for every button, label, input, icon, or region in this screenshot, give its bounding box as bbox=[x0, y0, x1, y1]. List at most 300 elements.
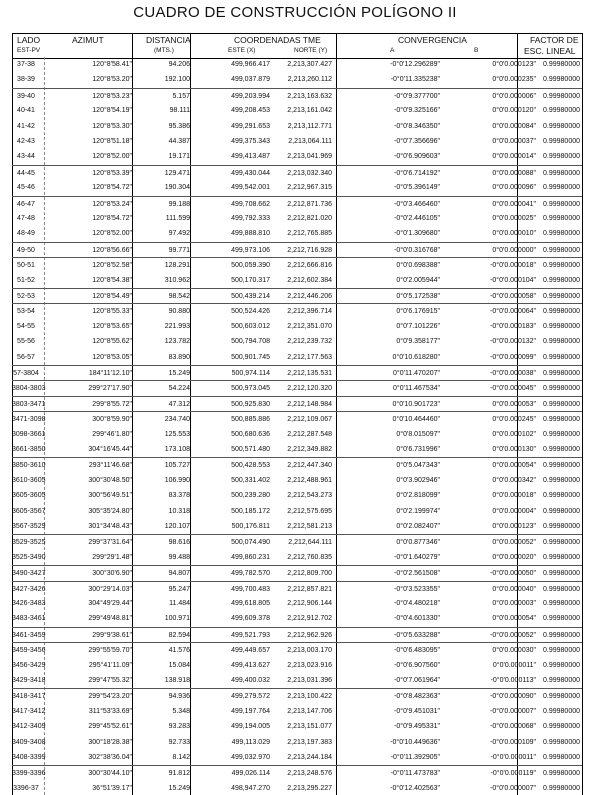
table-row bbox=[12, 735, 582, 749]
page-title: CUADRO DE CONSTRUCCIÓN POLÍGONO II bbox=[133, 4, 457, 21]
cell-convergencia-a: 0°0'10.464460" bbox=[392, 416, 440, 424]
cell-convergencia-a: -0°0'6.714192" bbox=[394, 169, 440, 177]
cell-lado: 3605-3567 bbox=[12, 507, 46, 515]
table-row bbox=[12, 257, 582, 272]
table-row bbox=[12, 103, 582, 117]
cell-norte: 2,213,003.170 bbox=[287, 647, 332, 655]
cell-distancia: 100.971 bbox=[164, 615, 190, 623]
table-row bbox=[12, 565, 582, 580]
cell-este: 499,037.879 bbox=[231, 76, 270, 84]
cell-convergencia-a: 0°0'0.698388" bbox=[396, 262, 440, 270]
cell-distancia: 94.807 bbox=[168, 570, 190, 578]
cell-convergencia-a: -0°0'3.466460" bbox=[394, 200, 440, 208]
cell-este: 500,170.317 bbox=[231, 276, 270, 284]
cell-convergencia-a: 0°0'5.172538" bbox=[396, 293, 440, 300]
cell-norte: 2,213,023.916 bbox=[287, 661, 332, 669]
table-row bbox=[12, 519, 582, 533]
cell-convergencia-b: 0°0'0.000054" bbox=[492, 462, 536, 470]
cell-convergencia-b: 0°0'0.000120" bbox=[492, 107, 536, 115]
table-row bbox=[12, 165, 582, 180]
cell-convergencia-b: 0°0'0.000018" bbox=[492, 492, 536, 500]
cell-este: 499,449.657 bbox=[231, 647, 270, 655]
cell-convergencia-a: 0°0'10.618280" bbox=[392, 353, 440, 361]
cell-lado: 38-39 bbox=[17, 76, 35, 84]
cell-este: 500,185.172 bbox=[231, 507, 270, 515]
cell-este: 499,026.114 bbox=[231, 770, 270, 778]
cell-distancia: 221.993 bbox=[164, 322, 190, 330]
cell-norte: 2,212,765.885 bbox=[287, 230, 332, 238]
cell-factor: 0.99980000 bbox=[543, 215, 580, 222]
cell-norte: 2,212,349.882 bbox=[287, 446, 332, 453]
cell-convergencia-a: -0°0'4.601330" bbox=[394, 615, 440, 623]
cell-norte: 2,212,602.384 bbox=[287, 276, 332, 284]
cell-azimut: 305°35'24.80" bbox=[88, 507, 132, 515]
cell-distancia: 15.249 bbox=[168, 370, 190, 377]
table-row bbox=[12, 627, 582, 642]
cell-norte: 2,212,962.926 bbox=[287, 631, 332, 639]
table-header bbox=[12, 33, 582, 59]
cell-convergencia-a: -0°0'11.392905" bbox=[390, 754, 440, 761]
cell-norte: 2,212,666.816 bbox=[287, 262, 332, 270]
cell-azimut: 302°38'36.04" bbox=[88, 754, 132, 761]
cell-este: 500,059.390 bbox=[231, 262, 270, 270]
cell-convergencia-a: 0°0'5.047343" bbox=[396, 462, 440, 470]
table-row bbox=[12, 673, 582, 687]
table-row bbox=[12, 719, 582, 733]
cell-lado: 3399-3396 bbox=[12, 770, 46, 778]
cell-azimut: 304°49'29.44" bbox=[88, 600, 132, 607]
cell-azimut: 184°11'12.10" bbox=[88, 370, 132, 377]
table-row bbox=[12, 581, 582, 596]
cell-convergencia-a: 0°0'6.176915" bbox=[396, 308, 440, 316]
table-row bbox=[12, 504, 582, 518]
cell-convergencia-b: 0°0'0.000025" bbox=[492, 215, 536, 222]
cell-distancia: 82.594 bbox=[168, 631, 190, 639]
cell-norte: 2,213,112.771 bbox=[287, 122, 332, 130]
cell-factor: 0.99980000 bbox=[543, 661, 580, 669]
table-row bbox=[12, 765, 582, 780]
cell-lado: 41-42 bbox=[17, 122, 35, 130]
cell-factor: 0.99980000 bbox=[543, 107, 580, 115]
table-row bbox=[12, 750, 582, 764]
cell-lado: 45-46 bbox=[17, 184, 35, 192]
table-row bbox=[12, 226, 582, 240]
cell-convergencia-b: 0°0'0.000020" bbox=[492, 553, 536, 561]
cell-norte: 2,213,064.111 bbox=[288, 138, 332, 145]
table-row bbox=[12, 550, 582, 564]
cell-este: 499,521.793 bbox=[231, 631, 270, 639]
cell-factor: 0.99980000 bbox=[543, 723, 580, 731]
cell-azimut: 300°18'28.38" bbox=[88, 738, 132, 746]
cell-factor: 0.99980000 bbox=[543, 523, 580, 530]
cell-convergencia-a: -0°0'3.523355" bbox=[394, 585, 440, 593]
cell-convergencia-b: -0°0'0.000045" bbox=[490, 385, 536, 393]
cell-azimut: 120°8'54.72" bbox=[92, 215, 132, 222]
cell-norte: 2,213,163.632 bbox=[287, 92, 332, 100]
cell-convergencia-b: 0°0'0.000102" bbox=[492, 430, 536, 438]
cell-norte: 2,212,543.273 bbox=[287, 492, 332, 500]
cell-distancia: 98.616 bbox=[168, 539, 190, 547]
cell-azimut: 120°8'52.00" bbox=[92, 153, 132, 161]
cell-azimut: 120°8'53.23" bbox=[92, 92, 132, 100]
cell-azimut: 299°47'55.32" bbox=[88, 677, 132, 684]
cell-distancia: 47.312 bbox=[168, 400, 190, 408]
cell-distancia: 92.733 bbox=[168, 738, 190, 746]
cell-factor: 0.99980000 bbox=[543, 539, 580, 547]
cell-convergencia-a: 0°0'11.467534" bbox=[393, 385, 440, 393]
cell-convergencia-b: -0°0'0.000038" bbox=[490, 370, 536, 377]
cell-distancia: 105.727 bbox=[164, 462, 190, 470]
table-row bbox=[12, 781, 582, 795]
cell-azimut: 299°49'48.81" bbox=[88, 615, 132, 623]
cell-lado: 42-43 bbox=[17, 138, 35, 145]
cell-convergencia-a: 0°0'2.199974" bbox=[396, 507, 440, 515]
cell-este: 499,400.032 bbox=[231, 677, 270, 684]
cell-este: 499,782.570 bbox=[231, 570, 270, 578]
cell-convergencia-b: 0°0'0.000037" bbox=[492, 138, 536, 145]
cell-azimut: 300°8'59.90" bbox=[92, 416, 132, 424]
cell-distancia: 310.962 bbox=[164, 276, 190, 284]
cell-factor: 0.99980000 bbox=[543, 570, 580, 578]
cell-convergencia-a: -0°0'11.473783" bbox=[390, 770, 440, 778]
cell-factor: 0.99980000 bbox=[543, 770, 580, 778]
cell-convergencia-a: -0°0'6.907560" bbox=[394, 661, 440, 669]
cell-este: 499,197.764 bbox=[231, 707, 270, 715]
cell-azimut: 299°45'52.61" bbox=[88, 723, 132, 731]
cell-convergencia-a: 0°0'2.818099" bbox=[396, 492, 440, 500]
cell-lado: 37-38 bbox=[17, 61, 35, 68]
cell-este: 499,032.970 bbox=[231, 754, 270, 761]
cell-norte: 2,212,906.144 bbox=[287, 600, 332, 607]
cell-lado: 3661-3850 bbox=[12, 446, 46, 453]
table-row bbox=[12, 180, 582, 194]
cell-factor: 0.99980000 bbox=[543, 400, 580, 408]
cell-convergencia-b: -0°0'0.000104" bbox=[490, 276, 536, 284]
table-row bbox=[12, 211, 582, 225]
cell-convergencia-a: -0°0'9.325166" bbox=[394, 107, 440, 115]
cell-convergencia-b: -0°0'0.000007" bbox=[490, 707, 536, 715]
cell-convergencia-a: -0°0'2.561508" bbox=[394, 570, 440, 578]
header-este: ESTE (X) bbox=[228, 47, 256, 54]
cell-este: 499,609.378 bbox=[231, 615, 270, 623]
cell-distancia: 8.142 bbox=[172, 754, 190, 761]
cell-este: 499,430.044 bbox=[231, 169, 270, 177]
cell-convergencia-a: -0°0'10.449636" bbox=[390, 738, 440, 746]
cell-azimut: 120°8'54.19" bbox=[92, 107, 132, 115]
table-row bbox=[12, 72, 582, 86]
cell-distancia: 19.171 bbox=[168, 153, 190, 161]
cell-factor: 0.99980000 bbox=[543, 707, 580, 715]
cell-este: 499,966.417 bbox=[231, 61, 270, 68]
table-row bbox=[12, 534, 582, 549]
cell-convergencia-b: 0°0'0.000041" bbox=[492, 200, 536, 208]
cell-distancia: 54.224 bbox=[168, 385, 190, 393]
cell-distancia: 93.283 bbox=[168, 723, 190, 731]
cell-distancia: 94.936 bbox=[168, 693, 190, 701]
table-row bbox=[12, 242, 582, 257]
cell-convergencia-b: -0°0'0.000011" bbox=[490, 754, 536, 761]
cell-norte: 2,212,396.714 bbox=[287, 308, 332, 316]
cell-factor: 0.99980000 bbox=[543, 631, 580, 639]
cell-convergencia-a: -0°0'8.346350" bbox=[394, 122, 440, 130]
header-distancia: DISTANCIA bbox=[146, 35, 191, 45]
cell-convergencia-b: -0°0'0.000018" bbox=[490, 262, 536, 270]
cell-azimut: 120°8'52.58" bbox=[92, 262, 132, 270]
cell-norte: 2,212,871.736 bbox=[287, 200, 332, 208]
cell-lado: 3098-3661 bbox=[12, 430, 46, 438]
table-row bbox=[12, 642, 582, 657]
cell-lado: 56-57 bbox=[17, 353, 35, 361]
cell-norte: 2,213,100.422 bbox=[287, 693, 332, 701]
cell-factor: 0.99980000 bbox=[543, 738, 580, 746]
cell-lado: 3471-3098 bbox=[12, 416, 46, 424]
cell-azimut: 299°46'1.80" bbox=[92, 430, 132, 438]
cell-este: 500,176.811 bbox=[231, 523, 270, 530]
cell-norte: 2,212,239.732 bbox=[287, 338, 332, 346]
cell-distancia: 10.318 bbox=[168, 507, 190, 515]
cell-azimut: 120°8'56.66" bbox=[92, 246, 132, 254]
table-row bbox=[12, 303, 582, 318]
cell-norte: 2,212,912.702 bbox=[287, 615, 332, 623]
cell-convergencia-b: 0°0'0.000088" bbox=[492, 169, 536, 177]
cell-este: 500,901.745 bbox=[231, 353, 270, 361]
cell-norte: 2,212,581.213 bbox=[287, 523, 332, 530]
cell-factor: 0.99980000 bbox=[543, 446, 580, 453]
cell-azimut: 120°8'55.33" bbox=[92, 308, 132, 316]
header-norte: NORTE (Y) bbox=[294, 47, 328, 54]
cell-lado: 3412-3409 bbox=[12, 723, 46, 731]
cell-este: 499,413.627 bbox=[231, 661, 270, 669]
cell-azimut: 300°30'48.50" bbox=[88, 476, 132, 484]
cell-convergencia-a: -0°0'9.451031" bbox=[394, 707, 440, 715]
cell-norte: 2,212,351.070 bbox=[287, 322, 332, 330]
cell-lado: 51-52 bbox=[17, 276, 35, 284]
cell-factor: 0.99980000 bbox=[543, 600, 580, 607]
cell-convergencia-a: -0°0'0.316768" bbox=[394, 246, 440, 254]
cell-este: 499,888.810 bbox=[231, 230, 270, 238]
cell-convergencia-b: 0°0'0.000014" bbox=[492, 153, 536, 161]
cell-convergencia-a: -0°0'7.061964" bbox=[394, 677, 440, 684]
cell-factor: 0.99980000 bbox=[543, 677, 580, 684]
cell-convergencia-a: 0°0'3.902946" bbox=[396, 476, 440, 484]
cell-convergencia-a: 0°0'2.005944" bbox=[396, 276, 440, 284]
cell-este: 498,947.270 bbox=[231, 784, 270, 792]
cell-factor: 0.99980000 bbox=[543, 585, 580, 593]
cell-azimut: 120°8'53.20" bbox=[92, 76, 132, 84]
cell-distancia: 138.918 bbox=[164, 677, 190, 684]
table-row bbox=[12, 658, 582, 672]
cell-convergencia-b: -0°0'0.000052" bbox=[490, 631, 536, 639]
cell-este: 499,860.231 bbox=[231, 553, 270, 561]
header-coordenadas: COORDENADAS TME bbox=[234, 35, 321, 45]
cell-lado: 3529-3525 bbox=[12, 539, 46, 547]
header-lado: LADO bbox=[17, 35, 41, 45]
cell-convergencia-b: -0°0'0.000007" bbox=[490, 784, 536, 792]
cell-lado: 3409-3408 bbox=[12, 738, 46, 746]
table-row bbox=[12, 704, 582, 718]
cell-distancia: 120.107 bbox=[164, 523, 190, 530]
table-row bbox=[12, 119, 582, 133]
cell-convergencia-b: 0°0'0.000342" bbox=[492, 476, 536, 484]
header-conv-a: A bbox=[390, 47, 395, 54]
cell-lado: 46-47 bbox=[17, 200, 35, 208]
cell-convergencia-b: 0°0'0.000130" bbox=[492, 446, 536, 453]
header-factor-line2: ESC. LINEAL bbox=[524, 46, 576, 56]
cell-este: 499,700.483 bbox=[231, 585, 270, 593]
cell-este: 500,074.490 bbox=[231, 539, 270, 547]
table-row bbox=[12, 288, 582, 303]
cell-convergencia-a: -0°0'5.396149" bbox=[394, 184, 440, 192]
cell-este: 499,291.653 bbox=[231, 122, 270, 130]
cell-lado: 55-56 bbox=[17, 338, 35, 346]
cell-lado: 52-53 bbox=[17, 293, 35, 300]
cell-azimut: 36°51'39.17" bbox=[92, 784, 132, 792]
cell-lado: 3567-3529 bbox=[12, 523, 46, 530]
cell-convergencia-a: -0°0'9.377700" bbox=[394, 92, 440, 100]
cell-convergencia-b: 0°0'0.000004" bbox=[492, 507, 536, 515]
cell-azimut: 120°8'53.05" bbox=[92, 353, 132, 361]
cell-lado: 3490-3427 bbox=[12, 570, 46, 578]
cell-factor: 0.99980000 bbox=[543, 430, 580, 438]
table-row bbox=[12, 88, 582, 103]
cell-norte: 2,212,857.821 bbox=[287, 585, 332, 593]
cell-lado: 3418-3417 bbox=[12, 693, 46, 701]
cell-este: 500,331.402 bbox=[231, 476, 270, 484]
cell-convergencia-a: 0°0'6.731996" bbox=[396, 446, 440, 453]
cell-convergencia-a: 0°0'9.358177" bbox=[396, 338, 440, 346]
cell-azimut: 304°16'45.44" bbox=[88, 446, 132, 453]
cell-norte: 2,213,031.396 bbox=[287, 677, 332, 684]
header-distancia-sub: (MTS.) bbox=[154, 47, 174, 54]
cell-norte: 2,212,575.695 bbox=[287, 507, 332, 515]
cell-azimut: 299°37'31.64" bbox=[88, 539, 132, 547]
cell-azimut: 299°29'1.48" bbox=[92, 553, 132, 561]
cell-lado: 48-49 bbox=[17, 230, 35, 238]
cell-convergencia-b: -0°0'0.000119" bbox=[490, 770, 536, 778]
cell-lado: 43-44 bbox=[17, 153, 35, 161]
cell-factor: 0.99980000 bbox=[543, 754, 580, 761]
cell-factor: 0.99980000 bbox=[543, 353, 580, 361]
cell-norte: 2,212,148.984 bbox=[287, 400, 332, 408]
cell-distancia: 11.484 bbox=[169, 600, 190, 607]
cell-convergencia-a: -0°0'11.335238" bbox=[390, 76, 440, 84]
header-lado-sub: EST-PV bbox=[17, 47, 41, 54]
cell-lado: 3427-3426 bbox=[12, 585, 46, 593]
cell-este: 499,279.572 bbox=[231, 693, 270, 701]
cell-este: 499,113.029 bbox=[231, 738, 270, 746]
table-row bbox=[12, 57, 582, 71]
cell-este: 499,194.005 bbox=[231, 723, 270, 731]
cell-distancia: 129.471 bbox=[164, 169, 190, 177]
cell-convergencia-a: 0°0'2.082407" bbox=[396, 523, 440, 530]
cell-convergencia-b: 0°0'0.000123" bbox=[492, 61, 536, 68]
cell-norte: 2,212,109.067 bbox=[287, 416, 332, 424]
cell-factor: 0.99980000 bbox=[543, 476, 580, 484]
cell-norte: 2,212,488.961 bbox=[287, 476, 332, 484]
cell-convergencia-a: -0°0'1.640279" bbox=[394, 553, 440, 561]
cell-distancia: 90.880 bbox=[168, 308, 190, 316]
cell-azimut: 120°8'51.18" bbox=[92, 138, 132, 145]
cell-este: 500,885.886 bbox=[231, 416, 270, 424]
cell-factor: 0.99980000 bbox=[543, 322, 580, 330]
cell-lado: 3605-3605 bbox=[12, 492, 46, 500]
cell-azimut: 300°56'49.51" bbox=[88, 492, 132, 500]
cell-convergencia-b: -0°0'0.000109" bbox=[490, 738, 536, 746]
cell-norte: 2,213,151.077 bbox=[287, 723, 332, 731]
table-row bbox=[12, 149, 582, 163]
cell-lado: 3456-3429 bbox=[12, 661, 46, 669]
cell-norte: 2,212,447.340 bbox=[287, 462, 332, 470]
cell-distancia: 111.599 bbox=[165, 215, 190, 222]
cell-convergencia-a: -0°0'6.483095" bbox=[394, 647, 440, 655]
cell-factor: 0.99980000 bbox=[543, 184, 580, 192]
cell-convergencia-b: -0°0'0.000183" bbox=[490, 322, 536, 330]
cell-azimut: 120°8'52.00" bbox=[92, 230, 132, 238]
cell-azimut: 300°30'44.10" bbox=[88, 770, 132, 778]
cell-distancia: 98.111 bbox=[169, 107, 190, 115]
cell-norte: 2,213,244.184 bbox=[287, 754, 332, 761]
cell-convergencia-b: 0°0'0.000084" bbox=[492, 122, 536, 130]
cell-distancia: 5.157 bbox=[172, 92, 190, 100]
cell-distancia: 44.387 bbox=[168, 138, 190, 145]
cell-convergencia-b: 0°0'0.000030" bbox=[492, 647, 536, 655]
cell-este: 500,680.636 bbox=[231, 430, 270, 438]
cell-factor: 0.99980000 bbox=[543, 385, 580, 393]
cell-azimut: 300°30'6.90" bbox=[92, 570, 132, 578]
cell-convergencia-b: 0°0'0.000052" bbox=[492, 539, 536, 547]
cell-distancia: 95.247 bbox=[168, 585, 190, 593]
cell-convergencia-b: 0°0'0.000040" bbox=[492, 585, 536, 593]
table-row bbox=[12, 196, 582, 211]
cell-factor: 0.99980000 bbox=[543, 153, 580, 161]
table-row bbox=[12, 396, 582, 411]
cell-este: 500,571.480 bbox=[231, 446, 270, 453]
cell-norte: 2,212,967.315 bbox=[287, 184, 332, 192]
cell-factor: 0.99980000 bbox=[543, 61, 580, 68]
cell-norte: 2,212,177.563 bbox=[287, 353, 332, 361]
cell-distancia: 15.249 bbox=[168, 784, 190, 792]
cell-distancia: 234.740 bbox=[164, 416, 190, 424]
cell-convergencia-b: 0°0'0.000245" bbox=[492, 416, 536, 424]
cell-lado: 53-54 bbox=[17, 308, 35, 316]
cell-distancia: 99.771 bbox=[168, 246, 190, 254]
table-row bbox=[12, 488, 582, 502]
cell-convergencia-a: -0°0'1.309680" bbox=[394, 230, 440, 238]
cell-distancia: 190.304 bbox=[164, 184, 190, 192]
cell-lado: 3459-3456 bbox=[12, 647, 46, 655]
cell-distancia: 99.188 bbox=[168, 200, 190, 208]
cell-este: 499,208.453 bbox=[231, 107, 270, 115]
table-row bbox=[12, 611, 582, 625]
cell-distancia: 15.084 bbox=[168, 661, 190, 669]
cell-norte: 2,213,032.340 bbox=[287, 169, 332, 177]
cell-distancia: 173.108 bbox=[164, 446, 190, 453]
table-row bbox=[12, 442, 582, 456]
cell-factor: 0.99980000 bbox=[543, 784, 580, 792]
cell-azimut: 120°8'54.72" bbox=[92, 184, 132, 192]
cell-este: 500,794.708 bbox=[231, 338, 270, 346]
table-row bbox=[12, 380, 582, 395]
cell-factor: 0.99980000 bbox=[543, 138, 580, 145]
cell-azimut: 299°8'55.72" bbox=[92, 400, 132, 408]
cell-azimut: 120°8'53.39" bbox=[92, 169, 132, 177]
cell-este: 499,618.805 bbox=[231, 600, 270, 607]
cell-lado: 3525-3490 bbox=[12, 553, 46, 561]
cell-factor: 0.99980000 bbox=[543, 246, 580, 254]
cell-norte: 2,213,041.969 bbox=[287, 153, 332, 161]
cell-lado: 3803-3471 bbox=[12, 400, 46, 408]
cell-convergencia-a: 0°0'7.101226" bbox=[396, 322, 440, 330]
